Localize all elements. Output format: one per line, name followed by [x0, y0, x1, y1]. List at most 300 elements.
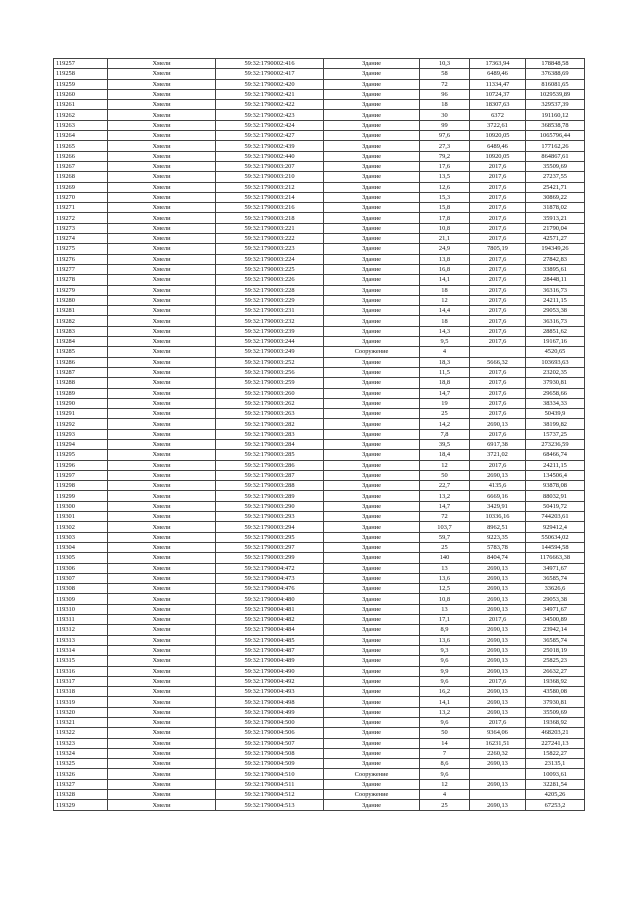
- object-type-cell: Здание: [324, 367, 420, 377]
- table-row: [54, 687, 585, 697]
- object-type-cell: Здание: [324, 625, 420, 635]
- cadastral-number-cell: 59:32:1790004:507: [216, 738, 324, 748]
- settlement-cell: Хмели: [108, 594, 216, 604]
- table-row: [54, 635, 585, 645]
- cadastral-number-cell: 59:32:1790003:287: [216, 470, 324, 480]
- object-type-cell: Здание: [324, 388, 420, 398]
- area-cell: 15,8: [420, 203, 470, 213]
- cadastral-value-cell: 19167,16: [526, 337, 585, 347]
- settlement-cell: Хмели: [108, 676, 216, 686]
- settlement-cell: Хмели: [108, 687, 216, 697]
- row-number-cell: 119265: [54, 141, 108, 151]
- cadastral-number-cell: 59:32:1790003:214: [216, 192, 324, 202]
- row-number-cell: 119312: [54, 625, 108, 635]
- area-cell: 9,6: [420, 656, 470, 666]
- table-row: [54, 676, 585, 686]
- row-number-cell: 119271: [54, 203, 108, 213]
- object-type-cell: Здание: [324, 676, 420, 686]
- table-row: [54, 728, 585, 738]
- table-row: [54, 790, 585, 800]
- table-row: [54, 347, 585, 357]
- unit-value-cell: 8962,51: [470, 522, 526, 532]
- settlement-cell: Хмели: [108, 172, 216, 182]
- object-type-cell: Здание: [324, 264, 420, 274]
- row-number-cell: 119310: [54, 604, 108, 614]
- area-cell: 9,5: [420, 337, 470, 347]
- row-number-cell: 119266: [54, 151, 108, 161]
- cadastral-value-cell: 178848,58: [526, 59, 585, 69]
- area-cell: 14,2: [420, 419, 470, 429]
- row-number-cell: 119281: [54, 306, 108, 316]
- cadastral-number-cell: 59:32:1790002:416: [216, 59, 324, 69]
- table-row: [54, 326, 585, 336]
- table-row: [54, 120, 585, 130]
- row-number-cell: 119295: [54, 450, 108, 460]
- object-type-cell: Здание: [324, 131, 420, 141]
- cadastral-value-cell: 93878,08: [526, 481, 585, 491]
- table-row: [54, 337, 585, 347]
- settlement-cell: Хмели: [108, 59, 216, 69]
- cadastral-number-cell: 59:32:1790003:212: [216, 182, 324, 192]
- table-row: [54, 172, 585, 182]
- unit-value-cell: 4135,6: [470, 481, 526, 491]
- object-type-cell: Здание: [324, 234, 420, 244]
- unit-value-cell: 6489,46: [470, 69, 526, 79]
- cadastral-number-cell: 59:32:1790003:284: [216, 439, 324, 449]
- object-type-cell: Здание: [324, 419, 420, 429]
- unit-value-cell: 2690,13: [470, 666, 526, 676]
- area-cell: 18: [420, 316, 470, 326]
- unit-value-cell: 2690,13: [470, 584, 526, 594]
- cadastral-number-cell: 59:32:1790003:216: [216, 203, 324, 213]
- cadastral-value-cell: 35509,69: [526, 161, 585, 171]
- table-row: [54, 615, 585, 625]
- table-row: [54, 738, 585, 748]
- row-number-cell: 119311: [54, 615, 108, 625]
- object-type-cell: Здание: [324, 666, 420, 676]
- row-number-cell: 119270: [54, 192, 108, 202]
- cadastral-value-cell: 1065796,44: [526, 131, 585, 141]
- object-type-cell: Здание: [324, 604, 420, 614]
- object-type-cell: Здание: [324, 161, 420, 171]
- settlement-cell: Хмели: [108, 254, 216, 264]
- table-row: [54, 439, 585, 449]
- cadastral-number-cell: 59:32:1790004:476: [216, 584, 324, 594]
- row-number-cell: 119282: [54, 316, 108, 326]
- object-type-cell: Здание: [324, 584, 420, 594]
- unit-value-cell: 5666,32: [470, 357, 526, 367]
- settlement-cell: Хмели: [108, 398, 216, 408]
- table-row: [54, 553, 585, 563]
- cadastral-number-cell: 59:32:1790004:485: [216, 635, 324, 645]
- area-cell: 17,6: [420, 161, 470, 171]
- row-number-cell: 119273: [54, 223, 108, 233]
- table-row: [54, 254, 585, 264]
- unit-value-cell: [470, 347, 526, 357]
- area-cell: 9,3: [420, 645, 470, 655]
- row-number-cell: 119257: [54, 59, 108, 69]
- row-number-cell: 119307: [54, 573, 108, 583]
- table-row: [54, 594, 585, 604]
- settlement-cell: Хмели: [108, 141, 216, 151]
- table-row: [54, 409, 585, 419]
- unit-value-cell: 2690,13: [470, 625, 526, 635]
- cadastral-value-cell: 273236,59: [526, 439, 585, 449]
- object-type-cell: Здание: [324, 460, 420, 470]
- row-number-cell: 119297: [54, 470, 108, 480]
- object-type-cell: Здание: [324, 759, 420, 769]
- cadastral-value-cell: 468203,21: [526, 728, 585, 738]
- row-number-cell: 119280: [54, 295, 108, 305]
- object-type-cell: Здание: [324, 697, 420, 707]
- object-type-cell: Здание: [324, 429, 420, 439]
- settlement-cell: Хмели: [108, 604, 216, 614]
- cadastral-number-cell: 59:32:1790004:498: [216, 697, 324, 707]
- object-type-cell: Здание: [324, 192, 420, 202]
- cadastral-value-cell: 24211,15: [526, 460, 585, 470]
- object-type-cell: Здание: [324, 316, 420, 326]
- cadastral-number-cell: 59:32:1790003:263: [216, 409, 324, 419]
- unit-value-cell: 2690,13: [470, 656, 526, 666]
- object-type-cell: Здание: [324, 563, 420, 573]
- table-row: [54, 151, 585, 161]
- area-cell: 4: [420, 790, 470, 800]
- object-type-cell: Здание: [324, 203, 420, 213]
- area-cell: 27,3: [420, 141, 470, 151]
- area-cell: 10,8: [420, 594, 470, 604]
- object-type-cell: Здание: [324, 512, 420, 522]
- row-number-cell: 119320: [54, 707, 108, 717]
- area-cell: 72: [420, 79, 470, 89]
- cadastral-value-cell: 28851,62: [526, 326, 585, 336]
- table-row: [54, 295, 585, 305]
- table-row: [54, 264, 585, 274]
- unit-value-cell: 2690,13: [470, 604, 526, 614]
- cadastral-number-cell: 59:32:1790003:249: [216, 347, 324, 357]
- cadastral-value-cell: 36316,73: [526, 316, 585, 326]
- area-cell: 7: [420, 748, 470, 758]
- row-number-cell: 119316: [54, 666, 108, 676]
- object-type-cell: Здание: [324, 470, 420, 480]
- table-row: [54, 718, 585, 728]
- object-type-cell: Здание: [324, 182, 420, 192]
- area-cell: 99: [420, 120, 470, 130]
- table-row: [54, 357, 585, 367]
- unit-value-cell: 2017,6: [470, 409, 526, 419]
- table-row: [54, 542, 585, 552]
- row-number-cell: 119313: [54, 635, 108, 645]
- settlement-cell: Хмели: [108, 697, 216, 707]
- row-number-cell: 119292: [54, 419, 108, 429]
- cadastral-number-cell: 59:32:1790003:218: [216, 213, 324, 223]
- unit-value-cell: 2017,6: [470, 161, 526, 171]
- row-number-cell: 119302: [54, 522, 108, 532]
- cadastral-number-cell: 59:32:1790003:232: [216, 316, 324, 326]
- cadastral-value-cell: 21790,04: [526, 223, 585, 233]
- settlement-cell: Хмели: [108, 439, 216, 449]
- object-type-cell: Здание: [324, 89, 420, 99]
- settlement-cell: Хмели: [108, 275, 216, 285]
- object-type-cell: Здание: [324, 306, 420, 316]
- object-type-cell: Здание: [324, 172, 420, 182]
- object-type-cell: Здание: [324, 337, 420, 347]
- object-type-cell: Здание: [324, 532, 420, 542]
- settlement-cell: Хмели: [108, 615, 216, 625]
- settlement-cell: Хмели: [108, 357, 216, 367]
- table-row: [54, 89, 585, 99]
- cadastral-value-cell: 134506,4: [526, 470, 585, 480]
- area-cell: 7,8: [420, 429, 470, 439]
- row-number-cell: 119314: [54, 645, 108, 655]
- table-body: [54, 59, 585, 811]
- row-number-cell: 119329: [54, 800, 108, 810]
- object-type-cell: Здание: [324, 110, 420, 120]
- table-row: [54, 316, 585, 326]
- row-number-cell: 119325: [54, 759, 108, 769]
- settlement-cell: Хмели: [108, 707, 216, 717]
- unit-value-cell: 6489,46: [470, 141, 526, 151]
- settlement-cell: Хмели: [108, 769, 216, 779]
- unit-value-cell: 2690,13: [470, 759, 526, 769]
- area-cell: 18: [420, 100, 470, 110]
- cadastral-number-cell: 59:32:1790003:283: [216, 429, 324, 439]
- unit-value-cell: 2690,13: [470, 779, 526, 789]
- unit-value-cell: 2690,13: [470, 707, 526, 717]
- table-row: [54, 110, 585, 120]
- unit-value-cell: 2690,13: [470, 594, 526, 604]
- table-row: [54, 666, 585, 676]
- table-row: [54, 532, 585, 542]
- cadastral-value-cell: 744203,61: [526, 512, 585, 522]
- unit-value-cell: 2017,6: [470, 316, 526, 326]
- settlement-cell: Хмели: [108, 542, 216, 552]
- cadastral-number-cell: 59:32:1790003:244: [216, 337, 324, 347]
- cadastral-number-cell: 59:32:1790003:259: [216, 378, 324, 388]
- cadastral-number-cell: 59:32:1790003:285: [216, 450, 324, 460]
- unit-value-cell: 2017,6: [470, 429, 526, 439]
- table-row: [54, 481, 585, 491]
- object-type-cell: Здание: [324, 69, 420, 79]
- area-cell: 13,6: [420, 635, 470, 645]
- unit-value-cell: 2690,13: [470, 563, 526, 573]
- row-number-cell: 119274: [54, 234, 108, 244]
- settlement-cell: Хмели: [108, 625, 216, 635]
- row-number-cell: 119315: [54, 656, 108, 666]
- cadastral-value-cell: 23942,14: [526, 625, 585, 635]
- row-number-cell: 119259: [54, 79, 108, 89]
- cadastral-number-cell: 59:32:1790004:482: [216, 615, 324, 625]
- unit-value-cell: 2017,6: [470, 264, 526, 274]
- row-number-cell: 119287: [54, 367, 108, 377]
- settlement-cell: Хмели: [108, 244, 216, 254]
- row-number-cell: 119306: [54, 563, 108, 573]
- row-number-cell: 119304: [54, 542, 108, 552]
- settlement-cell: Хмели: [108, 450, 216, 460]
- unit-value-cell: 2690,13: [470, 419, 526, 429]
- area-cell: 140: [420, 553, 470, 563]
- row-number-cell: 119276: [54, 254, 108, 264]
- object-type-cell: Здание: [324, 59, 420, 69]
- area-cell: 25: [420, 409, 470, 419]
- unit-value-cell: 6917,38: [470, 439, 526, 449]
- table-row: [54, 501, 585, 511]
- cadastral-number-cell: 59:32:1790003:222: [216, 234, 324, 244]
- settlement-cell: Хмели: [108, 337, 216, 347]
- cadastral-value-cell: 103693,63: [526, 357, 585, 367]
- cadastral-value-cell: 329537,39: [526, 100, 585, 110]
- unit-value-cell: 7805,19: [470, 244, 526, 254]
- unit-value-cell: 2017,6: [470, 182, 526, 192]
- table-row: [54, 306, 585, 316]
- cadastral-value-cell: 35913,21: [526, 213, 585, 223]
- cadastral-number-cell: 59:32:1790004:489: [216, 656, 324, 666]
- area-cell: 22,7: [420, 481, 470, 491]
- row-number-cell: 119263: [54, 120, 108, 130]
- cadastral-value-cell: 29658,66: [526, 388, 585, 398]
- table-row: [54, 378, 585, 388]
- unit-value-cell: [470, 769, 526, 779]
- area-cell: 30: [420, 110, 470, 120]
- cadastral-value-cell: 33895,61: [526, 264, 585, 274]
- object-type-cell: Здание: [324, 738, 420, 748]
- cadastral-value-cell: 68466,74: [526, 450, 585, 460]
- cadastral-value-cell: 191160,12: [526, 110, 585, 120]
- row-number-cell: 119258: [54, 69, 108, 79]
- unit-value-cell: 2017,6: [470, 460, 526, 470]
- cadastral-value-cell: 36585,74: [526, 573, 585, 583]
- cadastral-number-cell: 59:32:1790002:427: [216, 131, 324, 141]
- unit-value-cell: 8404,74: [470, 553, 526, 563]
- table-row: [54, 141, 585, 151]
- area-cell: 10,3: [420, 59, 470, 69]
- unit-value-cell: 2017,6: [470, 676, 526, 686]
- row-number-cell: 119260: [54, 89, 108, 99]
- cadastral-number-cell: 59:32:1790003:225: [216, 264, 324, 274]
- unit-value-cell: 2017,6: [470, 367, 526, 377]
- cadastral-number-cell: 59:32:1790003:282: [216, 419, 324, 429]
- settlement-cell: Хмели: [108, 748, 216, 758]
- area-cell: 14,7: [420, 501, 470, 511]
- settlement-cell: Хмели: [108, 779, 216, 789]
- unit-value-cell: 18307,63: [470, 100, 526, 110]
- settlement-cell: Хмели: [108, 69, 216, 79]
- cadastral-value-cell: 33626,6: [526, 584, 585, 594]
- row-number-cell: 119286: [54, 357, 108, 367]
- cadastral-number-cell: 59:32:1790003:252: [216, 357, 324, 367]
- row-number-cell: 119268: [54, 172, 108, 182]
- cadastral-number-cell: 59:32:1790003:294: [216, 522, 324, 532]
- unit-value-cell: 2690,13: [470, 687, 526, 697]
- object-type-cell: Здание: [324, 501, 420, 511]
- object-type-cell: Здание: [324, 326, 420, 336]
- area-cell: 13,6: [420, 573, 470, 583]
- area-cell: 58: [420, 69, 470, 79]
- area-cell: 96: [420, 89, 470, 99]
- cadastral-number-cell: 59:32:1790002:422: [216, 100, 324, 110]
- row-number-cell: 119285: [54, 347, 108, 357]
- object-type-cell: Здание: [324, 151, 420, 161]
- cadastral-number-cell: 59:32:1790002:423: [216, 110, 324, 120]
- area-cell: 17,1: [420, 615, 470, 625]
- row-number-cell: 119303: [54, 532, 108, 542]
- area-cell: 12,5: [420, 584, 470, 594]
- cadastral-value-cell: 23135,1: [526, 759, 585, 769]
- row-number-cell: 119261: [54, 100, 108, 110]
- settlement-cell: Хмели: [108, 347, 216, 357]
- table-row: [54, 69, 585, 79]
- cadastral-value-cell: 31878,02: [526, 203, 585, 213]
- table-row: [54, 244, 585, 254]
- settlement-cell: Хмели: [108, 306, 216, 316]
- object-type-cell: Здание: [324, 491, 420, 501]
- settlement-cell: Хмели: [108, 790, 216, 800]
- settlement-cell: Хмели: [108, 100, 216, 110]
- area-cell: 9,9: [420, 666, 470, 676]
- object-type-cell: Здание: [324, 553, 420, 563]
- table-row: [54, 398, 585, 408]
- cadastral-value-cell: 37930,81: [526, 378, 585, 388]
- cadastral-value-cell: 10093,61: [526, 769, 585, 779]
- object-type-cell: Здание: [324, 635, 420, 645]
- row-number-cell: 119328: [54, 790, 108, 800]
- settlement-cell: Хмели: [108, 419, 216, 429]
- area-cell: 18,8: [420, 378, 470, 388]
- settlement-cell: Хмели: [108, 316, 216, 326]
- cadastral-number-cell: 59:32:1790004:509: [216, 759, 324, 769]
- settlement-cell: Хмели: [108, 409, 216, 419]
- cadastral-value-cell: 864867,61: [526, 151, 585, 161]
- unit-value-cell: 2017,6: [470, 275, 526, 285]
- cadastral-value-cell: 35509,69: [526, 707, 585, 717]
- cadastral-value-cell: 43580,08: [526, 687, 585, 697]
- object-type-cell: Здание: [324, 728, 420, 738]
- row-number-cell: 119294: [54, 439, 108, 449]
- cadastral-value-cell: 25018,19: [526, 645, 585, 655]
- area-cell: 39,5: [420, 439, 470, 449]
- table-row: [54, 779, 585, 789]
- cadastral-number-cell: 59:32:1790004:484: [216, 625, 324, 635]
- cadastral-value-cell: 25825,23: [526, 656, 585, 666]
- object-type-cell: Здание: [324, 357, 420, 367]
- table-row: [54, 470, 585, 480]
- cadastral-value-cell: 4205,26: [526, 790, 585, 800]
- object-type-cell: Сооружение: [324, 769, 420, 779]
- settlement-cell: Хмели: [108, 563, 216, 573]
- area-cell: 79,2: [420, 151, 470, 161]
- table-row: [54, 285, 585, 295]
- unit-value-cell: 2690,13: [470, 573, 526, 583]
- cadastral-number-cell: 59:32:1790004:490: [216, 666, 324, 676]
- row-number-cell: 119327: [54, 779, 108, 789]
- object-type-cell: Здание: [324, 120, 420, 130]
- object-type-cell: Здание: [324, 522, 420, 532]
- settlement-cell: Хмели: [108, 584, 216, 594]
- area-cell: 24,9: [420, 244, 470, 254]
- area-cell: 10,8: [420, 223, 470, 233]
- area-cell: 18: [420, 285, 470, 295]
- unit-value-cell: 2690,13: [470, 645, 526, 655]
- cadastral-value-cell: 23202,35: [526, 367, 585, 377]
- area-cell: 13,5: [420, 172, 470, 182]
- cadastral-value-cell: 24211,15: [526, 295, 585, 305]
- area-cell: 9,6: [420, 769, 470, 779]
- object-type-cell: Здание: [324, 285, 420, 295]
- table-row: [54, 748, 585, 758]
- row-number-cell: 119319: [54, 697, 108, 707]
- area-cell: 103,7: [420, 522, 470, 532]
- row-number-cell: 119278: [54, 275, 108, 285]
- row-number-cell: 119309: [54, 594, 108, 604]
